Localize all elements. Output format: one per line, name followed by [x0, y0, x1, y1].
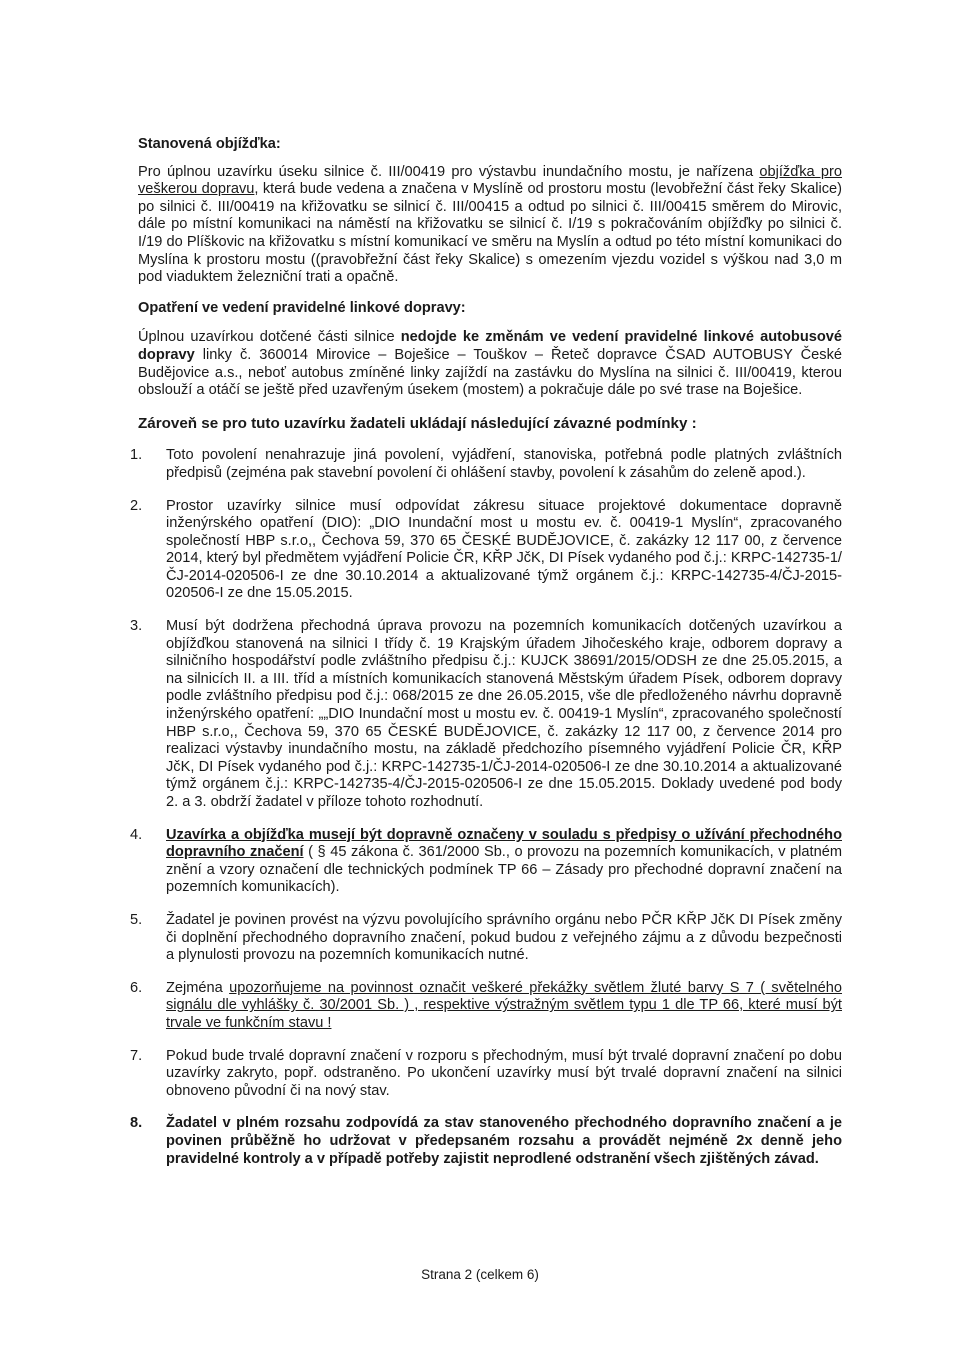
document-page [130, 136, 843, 1183]
bus-text-bold: nedojde ke změnám ve vedení pravidelné linkové autobusové dopravy [138, 329, 842, 363]
condition-item-7 [130, 1047, 842, 1101]
condition-text-underlined: upozorňujeme na povinnost označit veškeré překážky světlem žluté barvy S 7 ( světelného signálu dle vyhlášky č. 30/2001 Sb. ) , respektive výstražným světlem typu 1 dle TP 66, které musí být trvale ve funkčním stavu ! [166, 979, 842, 1031]
detour-text-underlined: objížďka pro veškerou dopravu [138, 163, 843, 198]
condition-number: 6. [130, 979, 143, 996]
detour-text-b: , která bude vedena a značena v Myslíně od prostoru mostu (levobřežní část řeky Skalice) po silnici č. III/00419 na křižovatku se silnicí č. III/00415 a odtud po silnici č. III/00415 směrem do Mirovic, dále po místní komunikaci na náměstí na křižovatku se silnicí č. I/19 s pokračováním objížďky po silnici č. I/19 do Plíškovic na křižovatku s místní komunikací ve směru na Myslín a odtud po této místní komunikaci do Myslína k prostoru mostu ((pravobřežní část řeky Skalice) s omezením vjezdu vozidel s výškou nad 3,0 m pod viaduktem železniční trati a opačně. [138, 181, 842, 286]
condition-text: Žadatel v plném rozsahu zodpovídá za stav stanoveného přechodného dopravního značení a je povinen průběžně ho udržovat v předepsaném rozsahu a provádět nejméně 2x denně jeho pravidelné kontroly a v případě potřeby zajistit neprodlené odstranění všech zjištěných závad. [166, 1115, 842, 1167]
condition-text-pre: Zejména [166, 979, 230, 996]
condition-text: Musí být dodržena přechodná úprava provozu na pozemních komunikacích dotčených uzavírkou a objížďkou stanovená na silnici I třídy č. 19 Krajským úřadem Jihočeského kraje, odborem dopravy a silničního hospodářství podle zvláštního předpisu č.j.: KUJCK 38691/2015/ODSH ze dne 25.05.2015, a na silnicích II. a III. tříd a místních komunikacích stanovená Městským úřadem Písek, odborem dopravy podle zvláštního předpisu pod č.j.: 068/2015 ze dne 26.05.2015, vše dle předloženého návrhu dopravně inženýrského opatření: „„DIO Inundační most u mostu ev. č. 00419-1 Myslín“, zpracovaného společností HBP s.r.o,, Čechova 59, 370 65 ČESKÉ BUDĚJOVICE, č. zakázky 12 117 00, z července 2014 pro realizaci výstavby inundačního mostu, na základě předchozího písemného vyjádření Policie ČR, KŘP JčK, DI Písek vydaného pod č.j.: KRPC-142735-1/ČJ-2014-020506-I ze dne 30.10.2014 a aktualizované týmž orgánem č.j.: KRPC-142735-4/ČJ-2015-020506-I ze dne 15.05.2015. Doklady uvedené pod body 2. a 3. obdrží žadatel v příloze tohoto rozhodnutí. [166, 618, 842, 810]
detour-heading: Stanovená objížďka: [138, 136, 281, 152]
condition-number: 2. [130, 497, 143, 514]
condition-item-1 [130, 447, 842, 482]
condition-item-2 [130, 497, 842, 604]
condition-text-underlined-bold: Uzavírka a objížďka musejí být dopravně označeny v souladu s předpisy o užívání přechodného dopravního značení [166, 826, 842, 861]
detour-text-a: Pro úplnou uzavírku úseku silnice č. III/00419 pro výstavbu inundačního mostu, je nařízena [138, 163, 760, 180]
condition-text: Žadatel je povinen provést na výzvu povolujícího správního orgánu nebo PČR KŘP JčK DI Písek změny či doplnění přechodného dopravního značení, pokud budou z veřejného zájmu a z důvodu bezpečnosti a plynulosti provozu na pozemních komunikacích nutné. [166, 911, 842, 964]
condition-item-4 [130, 826, 842, 897]
bus-text-b: linky č. 360014 Mirovice – Boješice – Touškov – Řeteč dopravce ČSAD AUTOBUSY České Budějovice a.s., neboť autobus zmíněné linky zajíždí na zastávku do Myslína na silnici č. III/00419, kterou obslouží a otáčí se ještě před uzavřeným úsekem (mostem) a pokračuje dále po své trase na Boješice. [138, 346, 842, 399]
conditions-heading: Zároveň se pro tuto uzavírku žadateli ukládají následující závazné podmínky : [138, 414, 697, 432]
condition-number: 3. [130, 618, 143, 635]
condition-item-5 [130, 911, 842, 965]
condition-item-8 [130, 1115, 842, 1168]
bus-paragraph [138, 329, 842, 399]
condition-text: Prostor uzavírky silnice musí odpovídat zákresu situace projektové dokumentace dopravně inženýrského opatření (DIO): „DIO Inundační most u mostu ev. č. 00419-1 Myslín“, zpracovaného společností HBP s.r.o,, Čechova 59, 370 65 ČESKÉ BUDĚJOVICE, č. zakázky 12 117 00, z července 2014, který byl předmětem vyjádření Policie ČR, KŘP JčK, DI Písek vydaného pod č.j.: KRPC-142735-1/ČJ-2014-020506-I ze dne 30.10.2014 a aktualizované týmž orgánem č.j.: KRPC-142735-4/ČJ-2015-020506-I ze dne 15.05.2015. [166, 497, 842, 602]
condition-item-6 [130, 979, 842, 1033]
condition-number: 8. [130, 1115, 143, 1132]
bus-heading: Opatření ve vedení pravidelné linkové dopravy: [138, 299, 466, 316]
detour-paragraph [138, 164, 842, 287]
condition-text: ( § 45 zákona č. 361/2000 Sb., o provozu na pozemních komunikacích, v platném znění a vzory označení dle technických podmínek TP 66 – Zásady pro přechodné dopravní značení na pozemních komunikacích). [166, 844, 842, 896]
condition-number: 5. [130, 911, 143, 928]
condition-text: Pokud bude trvalé dopravní značení v rozporu s přechodným, musí být trvalé dopravní značení po dobu uzavírky zakryto, popř. odstraněno. Po ukončení uzavírky musí být trvalé dopravní značení na silnici obnoveno původní či na nový stav. [166, 1047, 842, 1099]
condition-number: 4. [130, 826, 143, 843]
condition-number: 7. [130, 1047, 143, 1064]
condition-number: 1. [130, 447, 143, 464]
bus-text-a: Úplnou uzavírkou dotčené části silnice [138, 329, 401, 346]
condition-item-3 [130, 618, 842, 812]
conditions-list [130, 447, 842, 1168]
page-footer: Strana 2 (celkem 6) [421, 1267, 539, 1282]
condition-text: Toto povolení nenahrazuje jiná povolení, vyjádření, stanoviska, potřebná podle platných zvláštních předpisů (zejména pak stavební povolení či ohlášení stavby, povolení k zásahům do zeleně apod.). [166, 447, 842, 481]
